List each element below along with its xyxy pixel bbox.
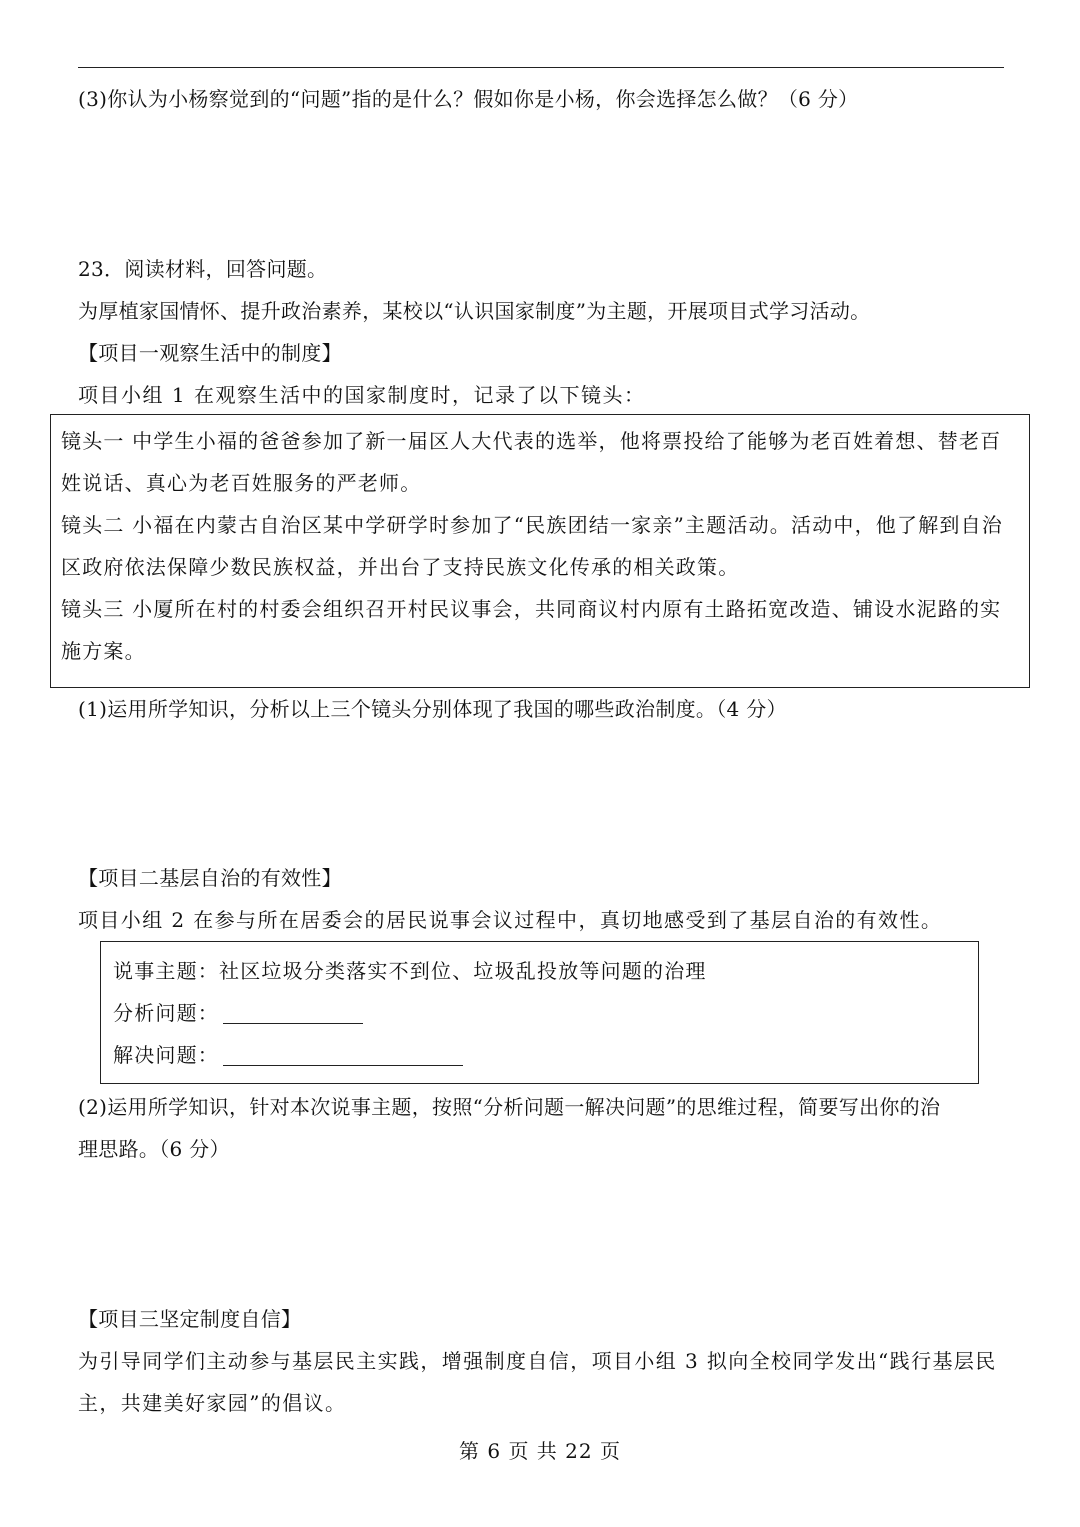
project2-question-line: (2)运用所学知识，针对本次说事主题，按照“分析问题一解决问题”的思维过程，简要写出你的治 bbox=[78, 1095, 941, 1119]
scene-line: 区政府依法保障少数民族权益，并出台了支持民族文化传承的相关政策。 bbox=[61, 555, 740, 579]
project3-desc-line: 主，共建美好家园”的倡议。 bbox=[78, 1391, 347, 1415]
project3-title: 【项目三坚定制度自信】 bbox=[78, 1307, 302, 1331]
page-footer: 第 6 页 共 22 页 bbox=[459, 1439, 621, 1463]
q23-intro: 为厚植家国情怀、提升政治素养，某校以“认识国家制度”为主题，开展项目式学习活动。 bbox=[78, 299, 871, 323]
q22-part3-question: (3)你认为小杨察觉到的“问题”指的是什么？假如你是小杨，你会选择怎么做？（6 分） bbox=[78, 87, 859, 111]
project1-desc: 项目小组 1 在观察生活中的国家制度时，记录了以下镜头： bbox=[78, 383, 646, 407]
project3-desc-line: 为引导同学们主动参与基层民主实践，增强制度自信，项目小组 3 拟向全校同学发出“践行基层民 bbox=[78, 1349, 997, 1373]
q23-heading: 23．阅读材料，回答问题。 bbox=[78, 257, 328, 281]
project1-question: (1)运用所学知识，分析以上三个镜头分别体现了我国的哪些政治制度。（4 分） bbox=[78, 697, 787, 721]
analyze-blank[interactable] bbox=[223, 999, 363, 1024]
analyze-label: 分析问题： bbox=[113, 1001, 219, 1025]
scene-line: 镜头二 小福在内蒙古自治区某中学研学时参加了“民族团结一家亲”主题活动。活动中，他了解到自治 bbox=[61, 513, 1004, 537]
scene-line: 镜头三 小厦所在村的村委会组织召开村民议事会，共同商议村内原有土路拓宽改造、铺设水泥路的实 bbox=[61, 597, 1002, 621]
project1-title: 【项目一观察生活中的制度】 bbox=[78, 341, 342, 365]
topic-line: 说事主题：社区垃圾分类落实不到位、垃圾乱投放等问题的治理 bbox=[113, 959, 707, 983]
analyze-line bbox=[113, 992, 363, 1034]
top-rule bbox=[78, 67, 1004, 68]
solve-line bbox=[113, 1034, 463, 1076]
solve-label: 解决问题： bbox=[113, 1043, 219, 1067]
project1-scenes-box bbox=[50, 414, 1030, 688]
solve-blank[interactable] bbox=[223, 1041, 463, 1066]
scene-line: 施方案。 bbox=[61, 639, 146, 663]
project2-question-line: 理思路。（6 分） bbox=[78, 1137, 230, 1161]
project2-title: 【项目二基层自治的有效性】 bbox=[78, 866, 342, 890]
scene-line: 镜头一 中学生小福的爸爸参加了新一届区人大代表的选举，他将票投给了能够为老百姓着想、替老百 bbox=[61, 429, 1002, 453]
project2-topic-box bbox=[100, 941, 979, 1084]
project2-desc: 项目小组 2 在参与所在居委会的居民说事会议过程中，真切地感受到了基层自治的有效性。 bbox=[78, 908, 943, 932]
scene-line: 姓说话、真心为老百姓服务的严老师。 bbox=[61, 471, 422, 495]
